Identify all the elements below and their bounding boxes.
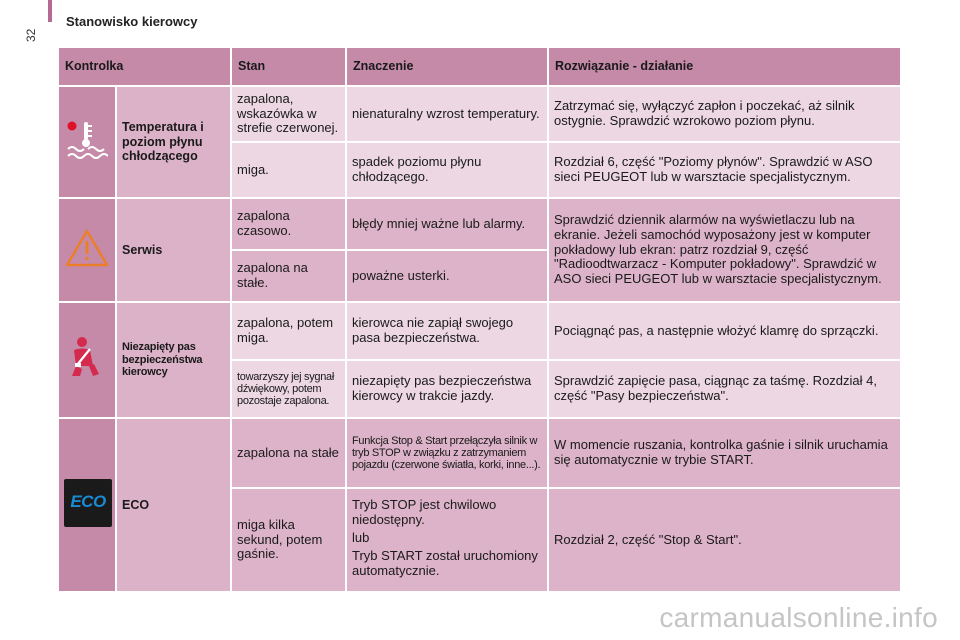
table-row (58, 86, 901, 142)
coolant-stan-1: zapalona, wskazówka w strefie czerwonej. (231, 86, 346, 142)
seatbelt-stan-2: towarzyszy jej sygnał dźwiękowy, potem pozostaje zapalona. (231, 360, 346, 418)
page-number: 32 (24, 28, 38, 42)
service-warning-triangle-icon (64, 228, 110, 268)
warning-lights-table (57, 46, 902, 593)
service-stan-1: zapalona czasowo. (231, 198, 346, 250)
eco-name: ECO (116, 418, 231, 592)
eco-znaczenie-2 (346, 488, 548, 592)
coolant-name: Temperatura i poziom płynu chłodzącego (116, 86, 231, 198)
eco-rozwiazanie-1: W momencie ruszania, kontrolka gaśnie i silnik uruchamia się automatycznie w trybie START. (548, 418, 901, 488)
table-row (58, 302, 901, 360)
seatbelt-name: Niezapięty pas bezpieczeństwa kierowcy (116, 302, 231, 418)
eco-rozwiazanie-2: Rozdział 2, część "Stop & Start". (548, 488, 901, 592)
table-row (58, 198, 901, 250)
seatbelt-icon-cell (58, 302, 116, 418)
table-header-row (58, 47, 901, 86)
service-znaczenie-1: błędy mniej ważne lub alarmy. (346, 198, 548, 250)
coolant-znaczenie-1: nienaturalny wzrost temperatury. (346, 86, 548, 142)
table-row (58, 418, 901, 488)
seatbelt-rozwiazanie-1: Pociągnąć pas, a następnie włożyć klamrę do sprzączki. (548, 302, 901, 360)
eco-stan-1: zapalona na stałe (231, 418, 346, 488)
seatbelt-stan-1: zapalona, potem miga. (231, 302, 346, 360)
service-stan-2: zapalona na stałe. (231, 250, 346, 302)
service-icon-cell (58, 198, 116, 302)
watermark: carmanualsonline.info (659, 602, 938, 633)
eco-znaczenie-1: Funkcja Stop & Start przełączyła silnik w tryb STOP w związku z zatrzymaniem pojazdu (czerwone światła, korki, inne...). (346, 418, 548, 488)
header-kontrolka: Kontrolka (58, 47, 231, 86)
service-rozwiazanie: Sprawdzić dziennik alarmów na wyświetlaczu lub na ekranie. Jeżeli samochód wyposażony jest w komputer pokładowy lub ekran: patrz rozdział 9, część "Radioodtwarzacz - Komputer pokładowy". Sprawdzić w ASO sieci PEUGEOT lub w warsztacie specjalistycznym. (548, 198, 901, 302)
seatbelt-znaczenie-1: kierowca nie zapiął swojego pasa bezpieczeństwa. (346, 302, 548, 360)
seatbelt-rozwiazanie-2: Sprawdzić zapięcie pasa, ciągnąc za taśmę. Rozdział 4, część "Pasy bezpieczeństwa". (548, 360, 901, 418)
header-rozwiazanie: Rozwiązanie - działanie (548, 47, 901, 86)
eco-znaczenie-2-line-1: Tryb STOP jest chwilowo niedostępny. (352, 497, 497, 528)
header-znaczenie: Znaczenie (346, 47, 548, 86)
coolant-stan-2: miga. (231, 142, 346, 198)
eco-znaczenie-2-line-2: lub (352, 530, 370, 546)
eco-znaczenie-2-line-3: Tryb START został uruchomiony automatycznie. (352, 547, 538, 578)
coolant-rozwiazanie-2: Rozdział 6, część "Poziomy płynów". Sprawdzić w ASO sieci PEUGEOT lub w warsztacie specjalistycznym. (548, 142, 901, 198)
coolant-znaczenie-2: spadek poziomu płynu chłodzącego. (346, 142, 548, 198)
seatbelt-znaczenie-2: niezapięty pas bezpieczeństwa kierowcy w trakcie jazdy. (346, 360, 548, 418)
eco-icon-cell (58, 418, 116, 592)
section-accent-bar (48, 0, 52, 22)
service-name: Serwis (116, 198, 231, 302)
coolant-icon-cell (58, 86, 116, 198)
coolant-temperature-icon (64, 118, 108, 162)
eco-icon-label: ECO (70, 492, 106, 512)
seatbelt-icon (64, 336, 104, 380)
page-title: Stanowisko kierowcy (66, 14, 198, 29)
eco-stan-2: miga kilka sekund, potem gaśnie. (231, 488, 346, 592)
eco-icon (64, 479, 112, 527)
service-znaczenie-2: poważne usterki. (346, 250, 548, 302)
header-stan: Stan (231, 47, 346, 86)
coolant-rozwiazanie-1: Zatrzymać się, wyłączyć zapłon i poczekać, aż silnik ostygnie. Sprawdzić wzrokowo poziom płynu. (548, 86, 901, 142)
